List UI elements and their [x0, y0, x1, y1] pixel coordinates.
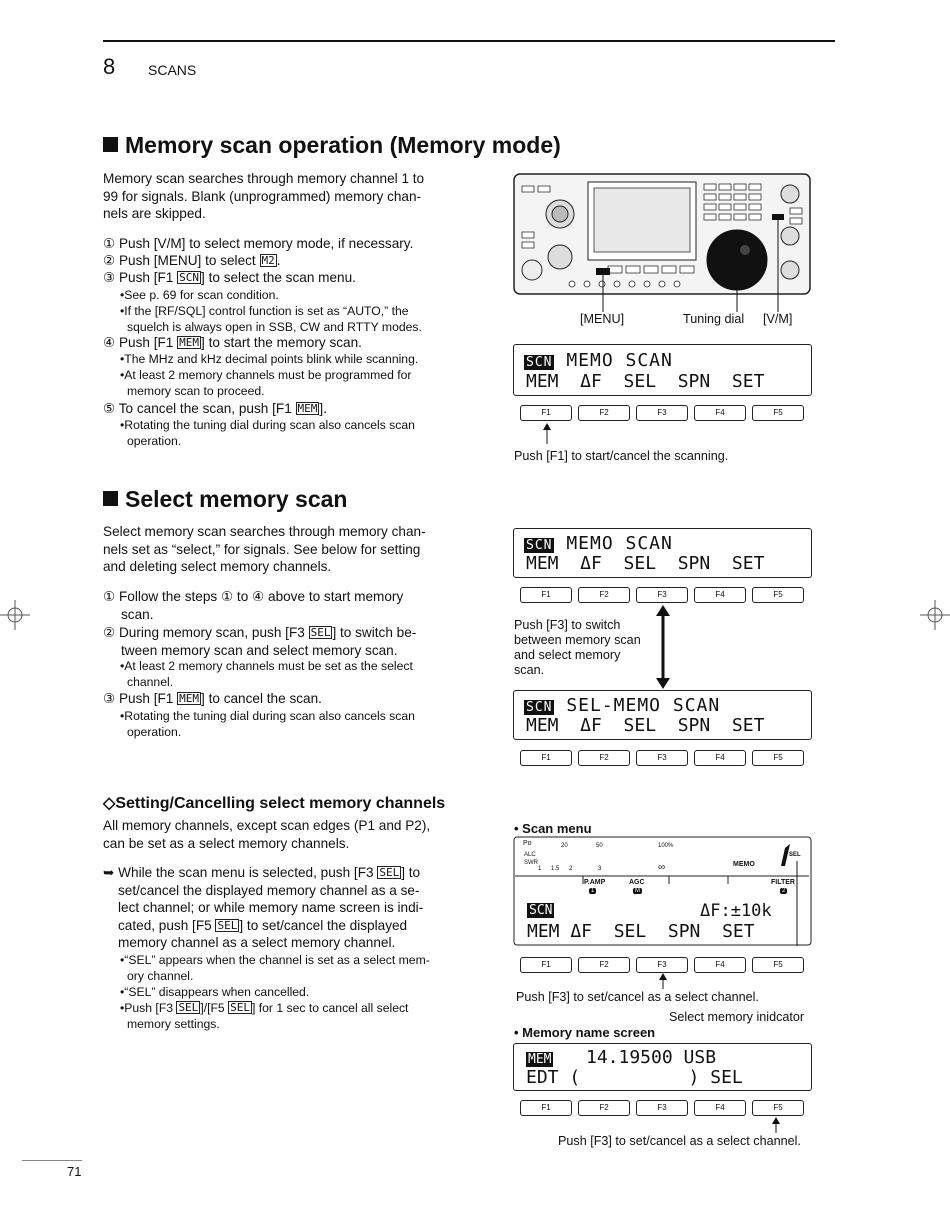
- meter-po: Po: [523, 840, 532, 847]
- f3-key[interactable]: F3: [636, 750, 688, 766]
- caption-scan-menu: Push [F3] to set/cancel as a select channel.: [516, 990, 759, 1004]
- f2-key[interactable]: F2: [578, 957, 630, 973]
- swr-3: 3: [598, 866, 602, 872]
- scan-lcd-line2: MEM ΔF SEL SPN SET: [527, 921, 755, 942]
- agc-label: AGC: [629, 879, 645, 886]
- chapter-number: 8: [103, 54, 116, 79]
- f2-key[interactable]: F2: [578, 405, 630, 421]
- page-number: 71: [67, 1164, 82, 1179]
- section1-intro: Memory scan searches through memory channel 1 to 99 for signals. Blank (unprogrammed) memory chan- nels are skipped.: [103, 171, 425, 221]
- lcd-badge: SCN: [526, 355, 553, 370]
- swr-inf: ∞: [658, 862, 666, 873]
- registration-mark-left: [0, 595, 30, 635]
- select-indicator-label: Select memory inidcator: [669, 1010, 805, 1024]
- meter-alc: ALC: [524, 852, 536, 858]
- scan-lcd-line1: ΔF:±10k: [700, 901, 772, 921]
- memory-name-label: • Memory name screen: [514, 1025, 656, 1040]
- lcd-memo-scan: SCN MEMO SCAN MEM ΔF SEL SPN SET: [513, 344, 812, 396]
- s2-step-3-notes: •Rotating the tuning dial during scan also cancels scan operation.: [120, 709, 415, 739]
- section2-intro: Select memory scan searches through memory chan- nels set as “select,” for signals. See below for setting and deleting select memory channels.: [103, 524, 426, 574]
- name-lcd-badge: MEM: [528, 1052, 552, 1067]
- filter-value: 2: [782, 888, 786, 894]
- f2-key[interactable]: F2: [578, 750, 630, 766]
- f4-key[interactable]: F4: [694, 405, 746, 421]
- lcd-sel-memo-scan: SCN SEL-MEMO SCAN MEM ΔF SEL SPN SET: [513, 690, 812, 740]
- step-3: ③ Push [F1 SCN ] to select the scan menu.: [103, 270, 356, 285]
- caption-name-screen: Push [F3] to set/cancel as a select channel.: [558, 1134, 801, 1148]
- scan-menu-label: • Scan menu: [514, 821, 592, 836]
- f5-key[interactable]: F5: [752, 405, 804, 421]
- swr-2: 2: [569, 866, 573, 872]
- f4-key[interactable]: F4: [694, 587, 746, 603]
- swr-1: 1: [538, 866, 542, 872]
- filter-label: FILTER: [771, 879, 795, 886]
- top-rule: [103, 40, 835, 42]
- f5-key[interactable]: F5: [752, 957, 804, 973]
- chapter-title: SCANS: [148, 62, 197, 78]
- section3-intro: All memory channels, except scan edges (P1 and P2), can be set as a select memory channels.: [103, 818, 431, 851]
- swr-15: 1.5: [551, 866, 560, 872]
- section3-title: ◇Setting/Cancelling select memory channels: [103, 795, 446, 812]
- f1-key[interactable]: F1: [520, 1100, 572, 1116]
- section2-title: Select memory scan: [103, 486, 347, 513]
- step-4-notes: •The MHz and kHz decimal points blink while scanning. •At least 2 memory channels must be programmed for memory scan to proceed.: [120, 352, 419, 398]
- diamond-icon: ◇: [103, 795, 116, 812]
- registration-mark-right: [920, 595, 950, 635]
- f1-key[interactable]: F1: [520, 405, 572, 421]
- f5-key[interactable]: F5: [752, 1100, 804, 1116]
- f3-key[interactable]: F3: [636, 405, 688, 421]
- f3-key[interactable]: F3: [636, 957, 688, 973]
- f3-key[interactable]: F3: [636, 1100, 688, 1116]
- scan-lcd-badge: SCN: [529, 903, 553, 918]
- transceiver-illustration: [512, 172, 812, 332]
- scale-100: 100%: [658, 843, 674, 849]
- sel-indicator: SEL: [789, 852, 801, 858]
- f1-key[interactable]: F1: [520, 750, 572, 766]
- memory-name-display: MEM 14.19500 USB EDT ( ) SEL: [513, 1043, 812, 1091]
- scale-20: 20: [561, 843, 568, 849]
- step-4: ④ Push [F1 MEM ] to start the memory scan.: [103, 335, 362, 350]
- step-2: ② Push [MENU] to select M2 .: [103, 253, 281, 268]
- up-arrow-icon: [769, 1116, 783, 1134]
- pamp-label: P.AMP: [584, 879, 606, 886]
- square-bullet-icon: [103, 137, 118, 152]
- f2-key[interactable]: F2: [578, 1100, 630, 1116]
- pamp-value: 1: [591, 888, 595, 894]
- scale-50: 50: [596, 843, 603, 849]
- section1-title: Memory scan operation (Memory mode): [103, 132, 561, 159]
- f1-key[interactable]: F1: [520, 957, 572, 973]
- f2-key[interactable]: F2: [578, 587, 630, 603]
- footer-rule: [22, 1160, 82, 1161]
- caption-f1: Push [F1] to start/cancel the scanning.: [514, 449, 729, 463]
- f4-key[interactable]: F4: [694, 1100, 746, 1116]
- s2-step-1: ① Follow the steps ① to ④ above to start memory scan.: [103, 589, 404, 622]
- arrow-right-icon: ➥: [103, 865, 115, 880]
- section3-notes: •“SEL” appears when the channel is set as a select mem- ory channel. •“SEL” disappears when cancelled. •Push [F3 SEL ]/[F5 SEL ] for 1 sec to cancel all select memory settings.: [120, 953, 430, 1031]
- f3-key[interactable]: F3: [636, 587, 688, 603]
- step-5-notes: •Rotating the tuning dial during scan also cancels scan operation.: [120, 418, 415, 448]
- agc-value: M: [635, 888, 640, 894]
- f4-key[interactable]: F4: [694, 750, 746, 766]
- memo-indicator: MEMO: [733, 861, 755, 868]
- s2-step-2-notes: •At least 2 memory channels must be set as the select channel.: [120, 659, 413, 689]
- meter-swr: SWR: [524, 860, 538, 866]
- double-arrow-icon: [654, 604, 672, 690]
- switch-note: Push [F3] to switch between memory scan and select memory scan.: [514, 618, 641, 677]
- s2-step-2: ② During memory scan, push [F3 SEL ] to switch be- tween memory scan and select memory scan.: [103, 625, 417, 658]
- lcd-memo-scan-2: SCN MEMO SCAN MEM ΔF SEL SPN SET: [513, 528, 812, 578]
- f4-key[interactable]: F4: [694, 957, 746, 973]
- f5-key[interactable]: F5: [752, 750, 804, 766]
- vm-label: [V/M]: [763, 312, 793, 326]
- s2-step-3: ③ Push [F1 MEM ] to cancel the scan.: [103, 691, 322, 706]
- up-arrow-icon: [656, 972, 670, 990]
- step-3-notes: •See p. 69 for scan condition. •If the [RF/SQL] control function is set as “AUTO,” the squelch is always open in SSB, CW and RTTY modes.: [120, 288, 422, 334]
- up-arrow-icon: [540, 422, 554, 446]
- f1-key[interactable]: F1: [520, 587, 572, 603]
- square-bullet-icon: [103, 491, 118, 506]
- section3-instruction: ➥ While the scan menu is selected, push [F3 SEL ] to set/cancel the displayed memory channel as a se- lect channel; or while memory name screen is indi- cated, push [F5 SEL ] to set/cancel the displayed memory channel as a select memory channel.: [103, 865, 424, 950]
- tuning-dial-label: Tuning dial: [683, 312, 745, 326]
- f5-key[interactable]: F5: [752, 587, 804, 603]
- menu-label: [MENU]: [580, 312, 625, 326]
- step-5: ⑤ To cancel the scan, push [F1 MEM ].: [103, 401, 327, 416]
- step-1: ① Push [V/M] to select memory mode, if necessary.: [103, 236, 414, 251]
